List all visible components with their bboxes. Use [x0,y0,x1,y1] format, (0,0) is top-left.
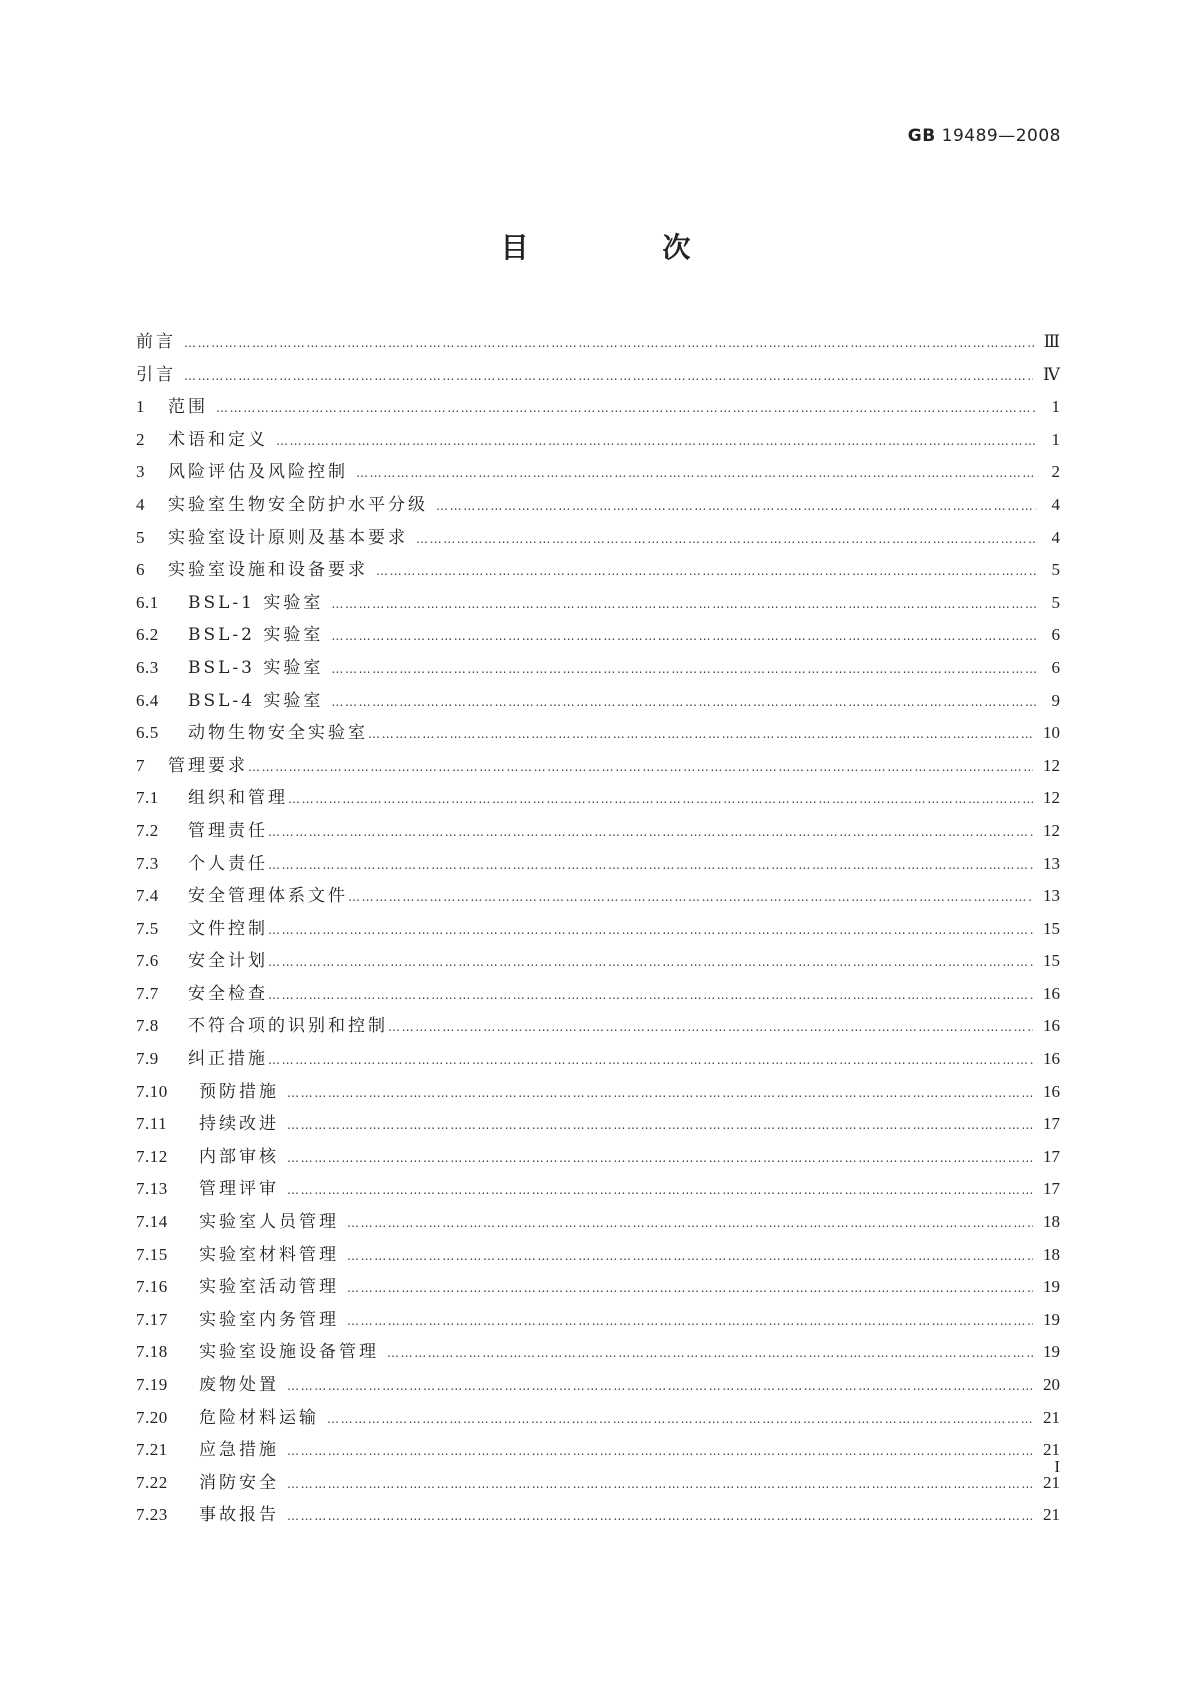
toc-section-number: 7.15 [136,1244,168,1264]
toc-entry[interactable] [136,1044,1060,1077]
toc-page-number: 4 [1051,527,1060,547]
toc-section-number: 6.2 [136,625,159,645]
toc-entry[interactable] [136,1468,1060,1501]
toc-page-number: 21 [1043,1472,1060,1492]
toc-section-number: 6.4 [136,690,159,710]
toc-page-number: 13 [1043,853,1060,873]
toc-section-number: 7.8 [136,1016,159,1036]
toc-section-number: 7.6 [136,951,159,971]
toc-entry[interactable] [136,620,1060,653]
toc-page-number: 1 [1051,429,1060,449]
toc-entry[interactable] [136,914,1060,947]
toc-page-number: 16 [1043,1081,1060,1101]
toc-section-title: 危险材料运输 [199,1407,319,1428]
toc-entry[interactable] [136,1500,1060,1533]
toc-entry[interactable] [136,1142,1060,1175]
toc-entry[interactable] [136,1403,1060,1436]
toc-section-title: 实验室材料管理 [199,1244,339,1265]
toc-page-number: 17 [1043,1114,1060,1134]
toc-leader-dots [376,564,1036,578]
toc-page-number: 17 [1043,1146,1060,1166]
toc-section-number: 1 [136,397,145,417]
toc-leader-dots [347,1281,1033,1295]
toc-leader-dots [327,1412,1033,1426]
toc-section-title: 实验室人员管理 [199,1212,339,1233]
toc-section-number: 7.1 [136,788,159,808]
toc-leader-dots [436,499,1036,513]
toc-page-number: 5 [1051,592,1060,612]
toc-leader-dots [347,1314,1033,1328]
toc-page-number: 18 [1043,1212,1060,1232]
toc-leader-dots [331,629,1036,643]
toc-section-title: 纠正措施 [188,1049,268,1070]
toc-section-title: 不符合项的识别和控制 [188,1016,388,1037]
toc-page-number: 19 [1043,1309,1060,1329]
toc-entry[interactable] [136,881,1060,914]
toc-page-number: 20 [1043,1375,1060,1394]
toc-leader-dots [287,1379,1033,1393]
toc-entry[interactable] [136,523,1060,556]
toc-section-number: 6.1 [136,592,159,612]
toc-entry[interactable] [136,392,1060,425]
toc-page-number: 12 [1043,755,1060,775]
toc-section-number: 7.16 [136,1277,168,1297]
toc-leader-dots [416,532,1036,546]
toc-leader-dots [287,1183,1033,1197]
toc-section-number: 6.5 [136,723,159,743]
toc-section-number: 7.21 [136,1440,168,1460]
toc-entry[interactable] [136,718,1060,751]
toc-leader-dots [348,890,1033,904]
toc-section-number: 7.4 [136,886,159,906]
toc-section-number: 3 [136,462,145,482]
toc-leader-dots [368,727,1033,741]
toc-entry[interactable] [136,979,1060,1012]
toc-leader-dots [388,1020,1033,1034]
toc-entry[interactable] [136,360,1060,393]
toc-entry[interactable] [136,588,1060,621]
toc-section-number: 7.11 [136,1114,168,1134]
toc-leader-dots [268,923,1033,937]
toc-section-title: 引言 [136,364,176,385]
toc-section-title: 风险评估及风险控制 [168,462,348,483]
toc-leader-dots [268,1053,1033,1067]
toc-leader-dots [216,401,1036,415]
toc-entry[interactable] [136,490,1060,523]
toc-section-title: 废物处置 [199,1375,279,1395]
toc-entry[interactable] [136,1305,1060,1338]
toc-entry[interactable] [136,1337,1060,1370]
toc-section-title: 管理责任 [188,820,268,841]
toc-section-number: 7.20 [136,1407,168,1427]
toc-section-title: 术语和定义 [168,429,268,450]
toc-leader-dots [288,792,1033,806]
toc-section-title: 安全检查 [188,983,268,1004]
toc-leader-dots [287,1444,1033,1458]
toc-section-title: 实验室活动管理 [199,1277,339,1298]
toc-page-number: 2 [1051,462,1060,482]
toc-leader-dots [356,466,1036,480]
toc-section-number: 5 [136,527,145,547]
toc-section-title: 安全管理体系文件 [188,886,348,907]
toc-section-title: 安全计划 [188,951,268,972]
toc-page-number: Ⅲ [1043,332,1060,351]
toc-page-number: 21 [1043,1407,1060,1427]
toc-leader-dots [331,695,1036,709]
toc-page-number: 17 [1043,1179,1060,1199]
toc-section-title: 内部审核 [199,1146,279,1167]
toc-entry[interactable] [136,1272,1060,1305]
toc-page-number: 16 [1043,983,1060,1003]
toc-entry[interactable] [136,327,1060,360]
toc-section-title: 管理评审 [199,1179,279,1200]
standard-number: 19489—2008 [941,126,1061,146]
toc-page-number: 16 [1043,1049,1060,1069]
toc-section-number: 7.23 [136,1505,168,1525]
toc-section-number: 7.17 [136,1309,168,1329]
toc-page-number: 15 [1043,951,1060,971]
toc-page-number: 21 [1043,1440,1060,1460]
toc-page-number: 19 [1043,1342,1060,1362]
toc-entry[interactable] [136,653,1060,686]
toc-section-number: 2 [136,429,145,449]
toc-entry[interactable] [136,946,1060,979]
page-title: 目 次 [500,231,753,264]
toc-section-number: 4 [136,494,145,514]
toc-section-title: 消防安全 [199,1472,279,1493]
toc-page-number: 10 [1043,723,1060,743]
toc-section-title: 个人责任 [188,853,268,874]
toc-section-number: 7.12 [136,1146,168,1166]
toc-leader-dots [268,955,1033,969]
toc-section-title: BSL-4 实验室 [188,690,324,711]
toc-entry[interactable] [136,1435,1060,1468]
toc-page-number: 16 [1043,1016,1060,1036]
toc-entry[interactable] [136,457,1060,490]
toc-section-number: 6 [136,560,145,580]
toc-page-number: 21 [1043,1505,1060,1525]
toc-section-number: 7.14 [136,1212,168,1232]
toc-page-number: Ⅳ [1043,364,1060,384]
toc-section-number: 7.22 [136,1472,168,1492]
toc-section-title: 实验室设施和设备要求 [168,560,368,581]
toc-section-number: 7.7 [136,983,159,1003]
page-number: I [1054,1457,1060,1476]
toc-section-title: 应急措施 [199,1440,279,1461]
toc-page-number: 4 [1051,494,1060,514]
toc-section-title: BSL-3 实验室 [188,657,324,678]
toc-section-number: 7.18 [136,1342,168,1362]
toc-section-number: 6.3 [136,657,159,677]
toc-page-number: 9 [1051,690,1060,710]
toc-entry[interactable] [136,686,1060,719]
toc-section-title: 动物生物安全实验室 [188,723,368,744]
toc-page-number: 19 [1043,1277,1060,1297]
toc-leader-dots [248,760,1033,774]
toc-leader-dots [331,597,1036,611]
toc-section-title: 文件控制 [188,918,268,939]
standard-prefix: GB [907,126,936,146]
toc-page-number: 1 [1051,397,1060,417]
toc-entry[interactable] [136,1011,1060,1044]
toc-entry[interactable] [136,816,1060,849]
toc-section-title: BSL-1 实验室 [188,592,324,613]
toc-leader-dots [184,336,1034,350]
toc-section-title: 实验室内务管理 [199,1309,339,1330]
toc-leader-dots [268,825,1033,839]
toc-leader-dots [287,1509,1033,1523]
toc-section-title: 实验室设施设备管理 [199,1342,379,1363]
toc-entry[interactable] [136,849,1060,882]
toc-entry[interactable] [136,1109,1060,1142]
toc-leader-dots [287,1151,1033,1165]
toc-section-number: 7.19 [136,1375,168,1394]
toc-section-title: 前言 [136,332,176,352]
toc-page-number: 13 [1043,886,1060,906]
toc-leader-dots [268,988,1033,1002]
toc-section-number: 7 [136,755,145,775]
toc-leader-dots [287,1118,1033,1132]
toc-leader-dots [347,1249,1033,1263]
toc-section-title: 实验室设计原则及基本要求 [168,527,408,548]
toc-entry[interactable] [136,425,1060,458]
toc-section-number: 7.2 [136,820,159,840]
toc-entry[interactable] [136,783,1060,816]
toc-entry[interactable] [136,1370,1060,1403]
toc-section-title: 组织和管理 [188,788,288,809]
toc-page-number: 12 [1043,820,1060,840]
toc-leader-dots [331,662,1036,676]
toc-section-title: 预防措施 [199,1081,279,1102]
toc-entry[interactable] [136,555,1060,588]
toc-section-number: 7.3 [136,853,159,873]
toc-entry[interactable] [136,1174,1060,1207]
toc-section-title: 范围 [168,397,208,418]
toc-leader-dots [287,1086,1033,1100]
toc-leader-dots [387,1346,1033,1360]
toc-entry[interactable] [136,1207,1060,1240]
toc-section-title: 持续改进 [199,1114,279,1135]
toc-section-number: 7.13 [136,1179,168,1199]
toc-page-number: 15 [1043,918,1060,938]
toc-page-number: 5 [1051,560,1060,580]
toc-section-title: BSL-2 实验室 [188,625,324,646]
toc-section-title: 实验室生物安全防护水平分级 [168,494,428,515]
toc-page-number: 12 [1043,788,1060,808]
toc-entry[interactable] [136,1240,1060,1273]
toc-page-number: 6 [1051,657,1060,677]
toc-leader-dots [276,434,1036,448]
toc-leader-dots [184,369,1033,383]
toc-section-number: 7.10 [136,1081,168,1101]
toc-leader-dots [347,1216,1033,1230]
toc-page-number: 18 [1043,1244,1060,1264]
toc-page-number: 6 [1051,625,1060,645]
toc-section-number: 7.5 [136,918,159,938]
toc-entry[interactable] [136,1077,1060,1110]
toc-entry[interactable] [136,751,1060,784]
toc-leader-dots [268,858,1033,872]
toc-section-number: 7.9 [136,1049,159,1069]
toc-leader-dots [287,1477,1033,1491]
standard-code [908,126,1061,146]
table-of-contents [136,327,1060,1533]
toc-section-title: 事故报告 [199,1505,279,1526]
toc-section-title: 管理要求 [168,755,248,776]
